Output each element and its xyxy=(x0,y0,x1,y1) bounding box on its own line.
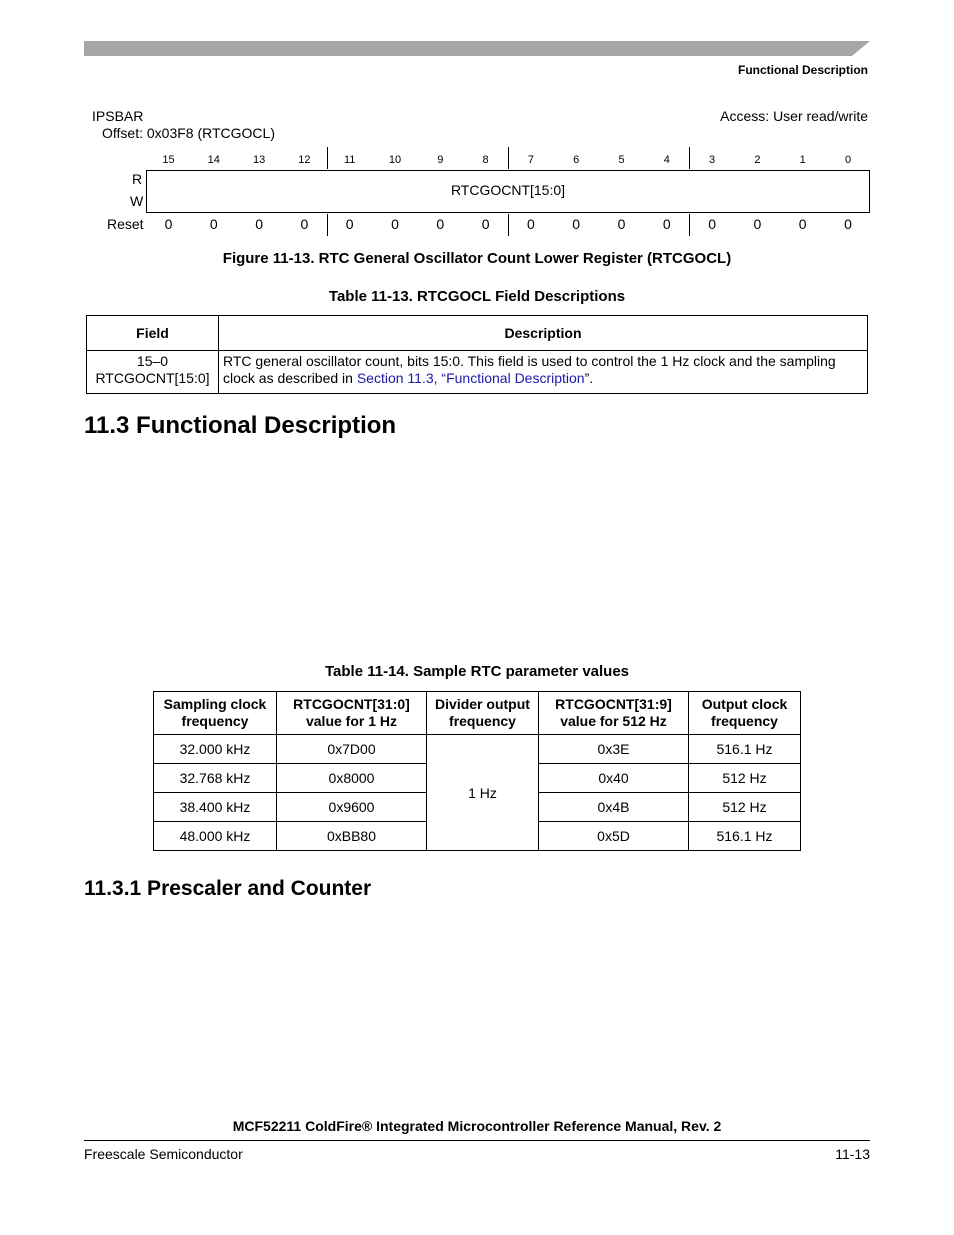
sampling-cell: 48.000 kHz xyxy=(154,822,277,851)
output-cell: 516.1 Hz xyxy=(689,735,801,764)
description-cell xyxy=(219,351,868,394)
output-cell: 512 Hz xyxy=(689,764,801,793)
sampling-cell: 32.768 kHz xyxy=(154,764,277,793)
reset-value: 0 xyxy=(798,216,807,232)
cnt-512-cell: 0x5D xyxy=(539,822,689,851)
bit-number: 15 xyxy=(162,154,175,166)
register-access: Access: User read/write xyxy=(720,108,868,124)
bit-number: 13 xyxy=(252,154,266,166)
reset-value: 0 xyxy=(209,216,218,232)
bit-number: 8 xyxy=(482,154,489,166)
row-label-r: R xyxy=(132,171,143,187)
table1-header-description: Description xyxy=(219,316,868,351)
description-text: RTC general oscillator count, bits 15:0. This field is used to control the 1 Hz clock and the sampling clock as described in xyxy=(223,353,836,386)
sampling-cell: 32.000 kHz xyxy=(154,735,277,764)
cnt-512-cell: 0x3E xyxy=(539,735,689,764)
running-head: Functional Description xyxy=(737,63,868,77)
register-base: IPSBAR xyxy=(92,108,144,124)
table2-header-cnt-1hz: RTCGOCNT[31:0] value for 1 Hz xyxy=(277,692,427,735)
footer-rule xyxy=(84,1140,870,1141)
reset-value: 0 xyxy=(255,216,263,232)
reset-value: 0 xyxy=(662,216,671,232)
bit-number: 7 xyxy=(527,154,534,166)
cnt-1hz-cell: 0x8000 xyxy=(277,764,427,793)
reset-value: 0 xyxy=(617,216,626,232)
table-row xyxy=(154,735,801,764)
bit-number: 12 xyxy=(298,154,311,166)
footer-title: MCF52211 ColdFire® Integrated Microcontroller Reference Manual, Rev. 2 xyxy=(232,1118,722,1134)
reset-value: 0 xyxy=(391,216,399,232)
nibble-divider xyxy=(508,147,509,169)
cnt-512-cell: 0x40 xyxy=(539,764,689,793)
table2-header-sampling: Sampling clock frequency xyxy=(154,692,277,735)
description-end: ”. xyxy=(584,370,594,386)
reset-value: 0 xyxy=(436,216,445,232)
cnt-1hz-cell: 0x7D00 xyxy=(277,735,427,764)
register-field-name: RTCGOCNT[15:0] xyxy=(450,182,566,198)
table-row xyxy=(87,351,868,394)
bit-number: 5 xyxy=(618,154,625,166)
nibble-divider xyxy=(327,214,328,236)
field-cell xyxy=(87,351,219,394)
divider-cell: 1 Hz xyxy=(427,735,539,851)
cnt-1hz-cell: 0xBB80 xyxy=(277,822,427,851)
bit-number: 6 xyxy=(573,154,580,166)
section-link[interactable]: Section 11.3, “Functional Description xyxy=(356,370,585,386)
output-cell: 516.1 Hz xyxy=(689,822,801,851)
reset-value: 0 xyxy=(708,216,716,232)
rtc-parameter-table xyxy=(153,691,801,851)
field-description-table xyxy=(86,315,868,394)
cnt-512-cell: 0x4B xyxy=(539,793,689,822)
section-heading: 11.3 Functional Description xyxy=(84,412,397,439)
header-bar xyxy=(84,41,870,56)
table2-header-output: Output clock frequency xyxy=(689,692,801,735)
figure-caption: Figure 11-13. RTC General Oscillator Count Lower Register (RTCGOCL) xyxy=(222,250,732,267)
table2-header-divider: Divider output frequency xyxy=(427,692,539,735)
bit-number: 10 xyxy=(388,154,402,166)
bit-number: 11 xyxy=(343,154,356,166)
row-label-w: W xyxy=(130,193,144,209)
sampling-cell: 38.400 kHz xyxy=(154,793,277,822)
cnt-1hz-cell: 0x9600 xyxy=(277,793,427,822)
table1-caption: Table 11-13. RTCGOCL Field Descriptions xyxy=(328,288,626,305)
bit-number: 14 xyxy=(207,154,220,166)
output-cell: 512 Hz xyxy=(689,793,801,822)
nibble-divider xyxy=(327,147,328,169)
subsection-heading: 11.3.1 Prescaler and Counter xyxy=(84,877,372,900)
reset-value: 0 xyxy=(526,216,535,232)
bit-number: 3 xyxy=(709,154,716,166)
register-offset: Offset: 0x03F8 (RTCGOCL) xyxy=(102,125,275,141)
footer-company: Freescale Semiconductor xyxy=(84,1146,243,1162)
bit-number: 0 xyxy=(844,154,852,166)
reset-value: 0 xyxy=(572,216,581,232)
reset-value: 0 xyxy=(753,216,762,232)
table2-caption: Table 11-14. Sample RTC parameter values xyxy=(324,663,630,680)
page-number: 11-13 xyxy=(835,1146,870,1162)
field-bits: 15–0 xyxy=(136,353,169,369)
reset-value: 0 xyxy=(481,216,490,232)
bit-number: 1 xyxy=(799,154,806,166)
nibble-divider xyxy=(689,147,690,169)
reset-value: 0 xyxy=(844,216,852,232)
nibble-divider xyxy=(508,214,509,236)
reset-value: 0 xyxy=(300,216,309,232)
bit-number: 4 xyxy=(663,154,670,166)
table1-header-field: Field xyxy=(87,316,219,351)
row-label-reset: Reset xyxy=(107,216,144,232)
bit-number: 9 xyxy=(437,154,444,166)
field-name: RTCGOCNT[15:0] xyxy=(95,370,210,386)
reset-value: 0 xyxy=(345,216,354,232)
bit-number: 2 xyxy=(754,154,761,166)
reset-value: 0 xyxy=(164,216,173,232)
nibble-divider xyxy=(689,214,690,236)
table2-header-cnt-512: RTCGOCNT[31:9] value for 512 Hz xyxy=(539,692,689,735)
